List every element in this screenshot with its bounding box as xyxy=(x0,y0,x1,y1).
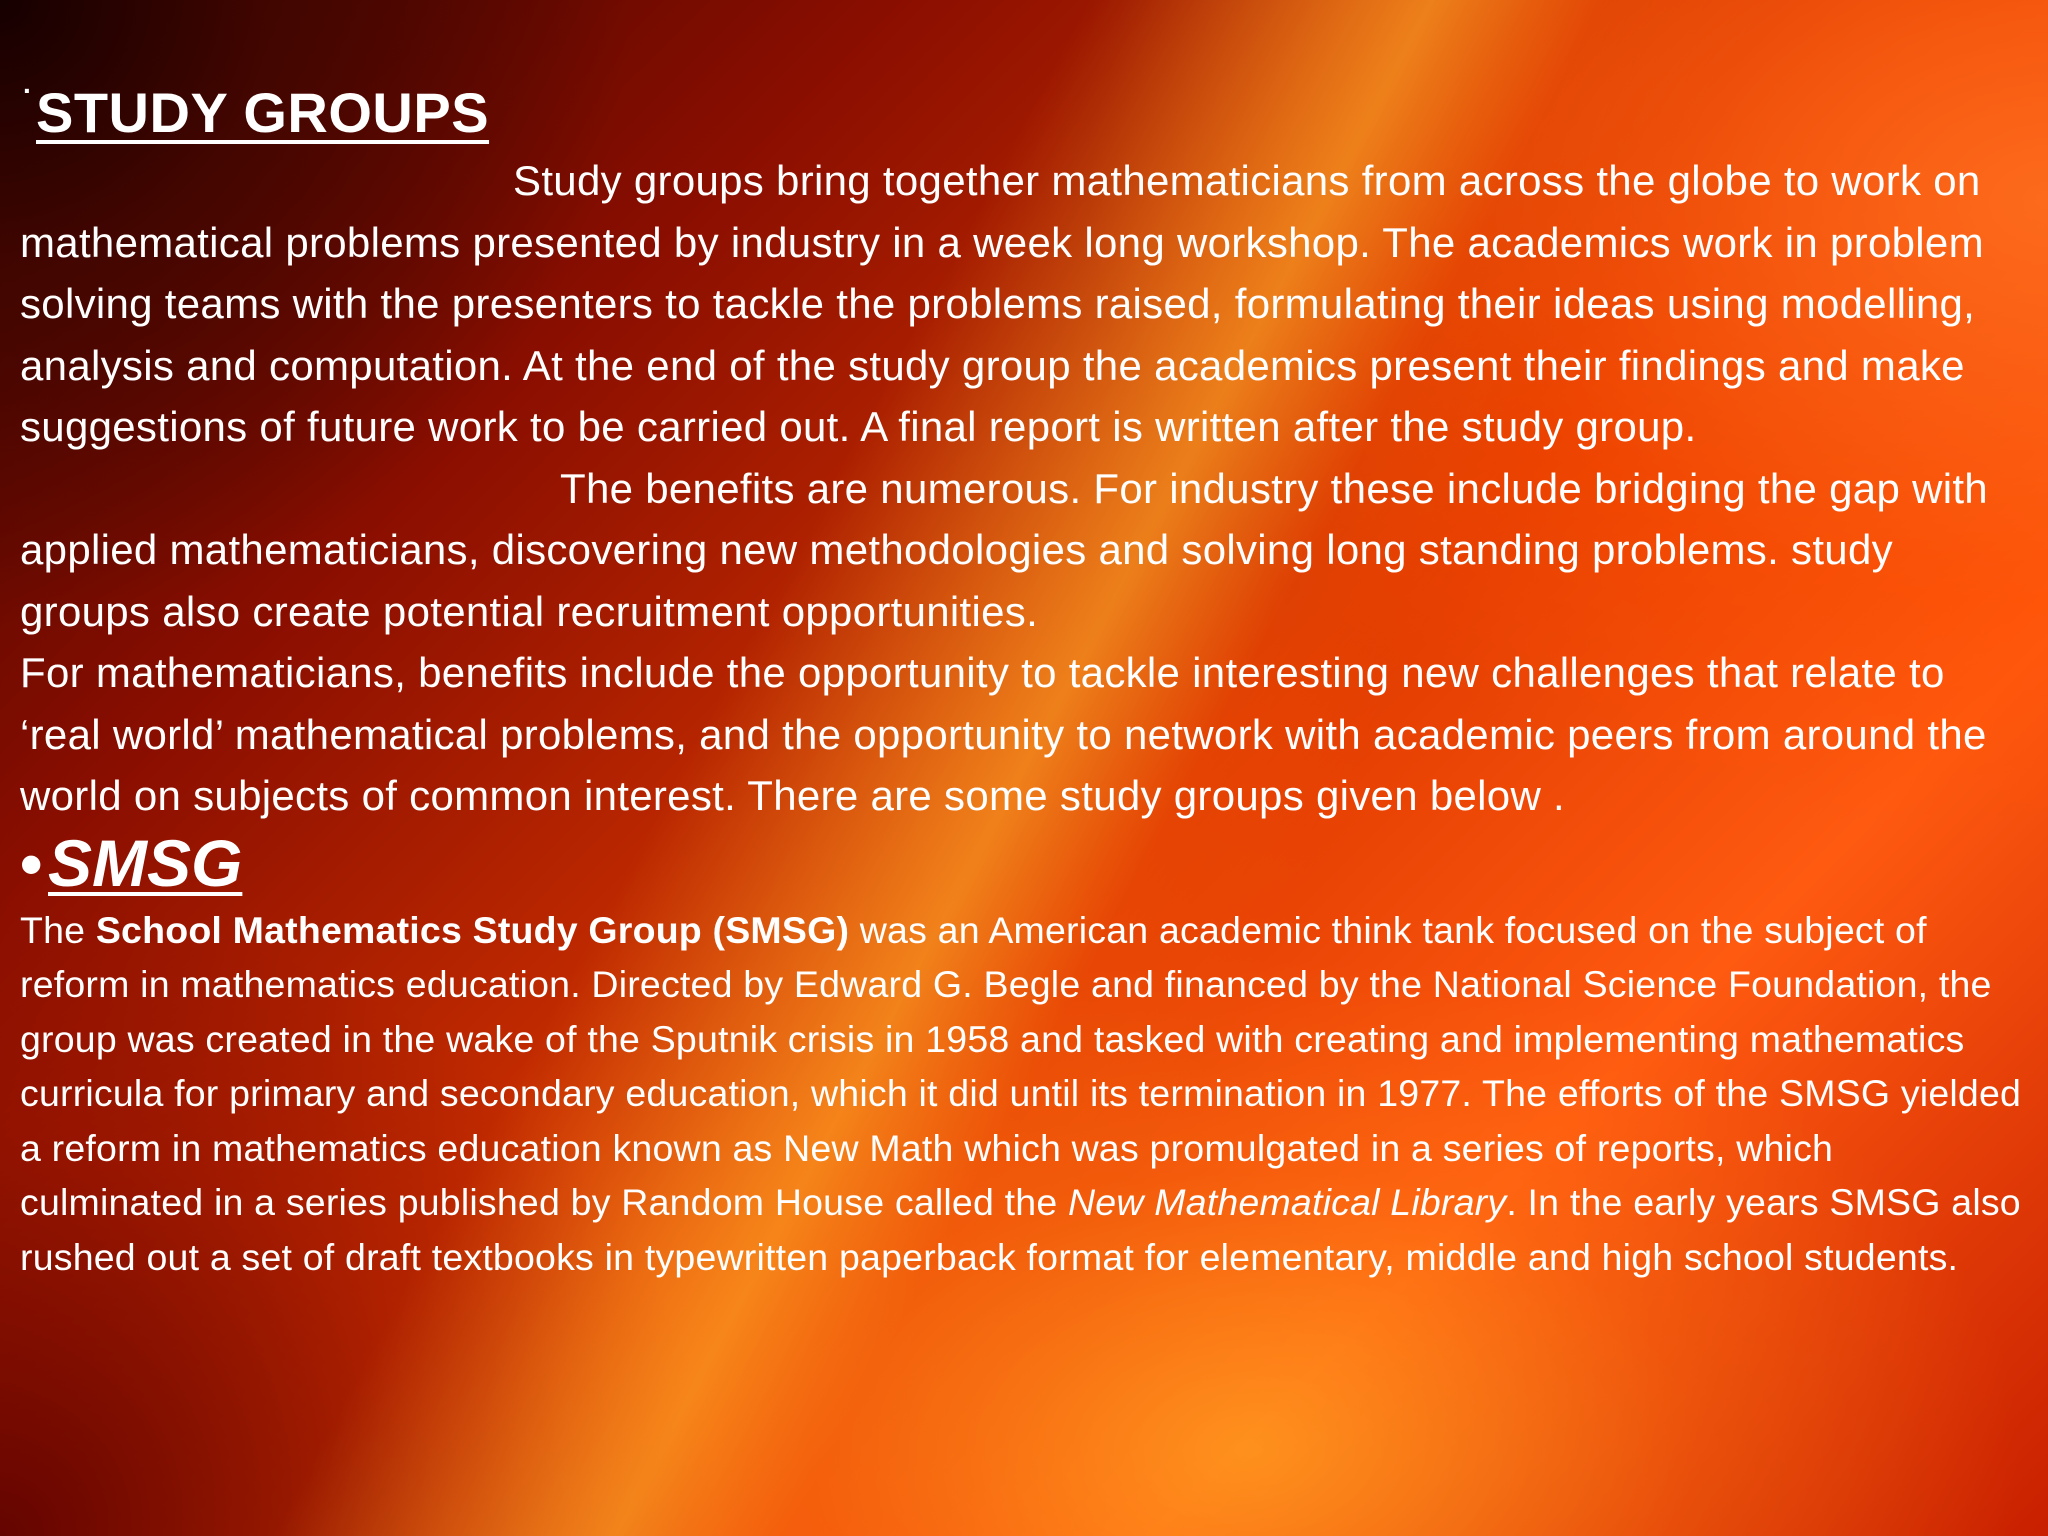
smsg-lead: The xyxy=(20,908,96,951)
intro-paragraph-1: Study groups bring together mathematicians from across the globe to work on mathematical problems presented by industry in a week long workshop. The academics work in problem solving teams with the presenters to tackle the problems raised, formulating their ideas using modelling, analysis and computation. At the end of the study group the academics present their findings and make suggestions of future work to be carried out. A final report is written after the study group. xyxy=(20,157,1984,450)
heading-dot: . xyxy=(23,68,31,99)
smsg-text-a: was an American academic think tank focused on the subject of reform in mathematics education. Directed by Edward G. Begle and financed by the National Science Foundation, the group was created in the wake of the Sputnik crisis in 1958 and tasked with creating and implementing mathematics curricula for primary and secondary education, which it did until its termination in 1977. The efforts of the SMSG yielded a reform in mathematics education known as New Math which was promulgated in a series of reports, which culminated in a series published by Random House called the xyxy=(20,908,2022,1223)
smsg-text-b: . In the early years SMSG also rushed out a set of draft textbooks in typewritten paperback format for elementary, middle and high school students. xyxy=(20,1181,2021,1278)
smsg-paragraph xyxy=(20,903,2025,1285)
intro-paragraph-3: For mathematicians, benefits include the opportunity to tackle interesting new challenges that relate to ‘real world’ mathematical problems, and the opportunity to network with academic peers from around the world on subjects of common interest. There are some study groups given below . xyxy=(20,649,1987,819)
smsg-heading-row xyxy=(20,825,2025,903)
smsg-italic-title: New Mathematical Library xyxy=(1068,1181,1507,1223)
smsg-bold-name: School Mathematics Study Group (SMSG) xyxy=(95,908,850,951)
page-title: STUDY GROUPS xyxy=(36,81,490,144)
intro-paragraph-2: The benefits are numerous. For industry these include bridging the gap with applied mathematicians, discovering new methodologies and solving long standing problems. study groups also create potential recruitment opportunities. xyxy=(20,464,1988,635)
heading-row xyxy=(20,70,2025,150)
smsg-section-title: SMSG xyxy=(48,825,243,900)
slide-content xyxy=(20,70,2025,1284)
bullet-icon: • xyxy=(20,827,43,900)
